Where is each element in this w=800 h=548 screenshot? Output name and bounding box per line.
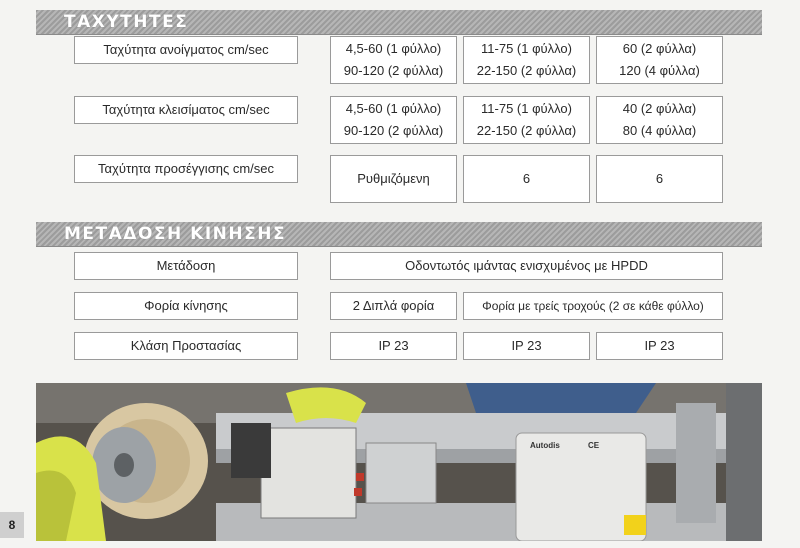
cell-approach-col1-value: Ρυθμιζόμενη bbox=[357, 171, 430, 186]
label-carriers bbox=[74, 292, 298, 320]
cell-transmission-text: Οδοντωτός ιμάντας ενισχυμένος με HPDD bbox=[405, 258, 648, 273]
cell-carriers-col23-text: Φορία με τρείς τροχούς (2 σε κάθε φύλλο) bbox=[482, 299, 704, 313]
cell-opening-col2 bbox=[463, 36, 590, 84]
cell-protection-col2 bbox=[463, 332, 590, 360]
device-ce-label: CE bbox=[588, 441, 600, 450]
section-header-speeds bbox=[36, 10, 762, 35]
cell-protection-col3 bbox=[596, 332, 723, 360]
cell-closing-col3 bbox=[596, 96, 723, 144]
cell-approach-col3 bbox=[596, 155, 723, 203]
cell-closing-col3-line2: 80 (4 φύλλα) bbox=[622, 123, 697, 138]
section-title-speeds: ΤΑΧΥΤΗΤΕΣ bbox=[64, 12, 189, 32]
section-title-motion: ΜΕΤΑΔΟΣΗ ΚΙΝΗΣΗΣ bbox=[64, 224, 287, 244]
label-opening-speed bbox=[74, 36, 298, 64]
device-brand-label: Autodis bbox=[530, 441, 560, 450]
cell-opening-col3-line1: 60 (2 φύλλα) bbox=[622, 41, 697, 56]
mechanism-photo bbox=[36, 383, 762, 541]
label-transmission bbox=[74, 252, 298, 280]
cell-protection-col1-text: IP 23 bbox=[378, 338, 409, 353]
cell-protection-col1 bbox=[330, 332, 457, 360]
label-approach-speed-text: Ταχύτητα προσέγγισης cm/sec bbox=[97, 161, 274, 176]
label-carriers-text: Φορία κίνησης bbox=[144, 298, 228, 313]
cell-opening-col3 bbox=[596, 36, 723, 84]
cell-protection-col3-text: IP 23 bbox=[644, 338, 675, 353]
label-closing-speed-text: Ταχύτητα κλεισίματος cm/sec bbox=[102, 102, 270, 117]
cell-closing-col1 bbox=[330, 96, 457, 144]
mechanism-illustration bbox=[36, 383, 762, 541]
cell-opening-col2-line2: 22-150 (2 φύλλα) bbox=[476, 63, 577, 78]
cell-approach-col2 bbox=[463, 155, 590, 203]
cell-approach-col3-value: 6 bbox=[655, 171, 664, 186]
cell-carriers-col1-text: 2 Διπλά φορία bbox=[352, 298, 435, 313]
cell-carriers-col23 bbox=[463, 292, 723, 320]
label-transmission-text: Μετάδοση bbox=[156, 258, 216, 273]
page-number: 8 bbox=[0, 512, 24, 538]
cell-closing-col2 bbox=[463, 96, 590, 144]
cell-closing-col2-line1: 11-75 (1 φύλλο) bbox=[481, 101, 572, 116]
cell-opening-col1-line1: 4,5-60 (1 φύλλο) bbox=[345, 41, 442, 56]
cell-carriers-col1 bbox=[330, 292, 457, 320]
cell-transmission-value bbox=[330, 252, 723, 280]
cell-closing-col1-line1: 4,5-60 (1 φύλλο) bbox=[345, 101, 442, 116]
label-approach-speed bbox=[74, 155, 298, 183]
label-closing-speed bbox=[74, 96, 298, 124]
cell-opening-col1-line2: 90-120 (2 φύλλα) bbox=[343, 63, 444, 78]
cell-closing-col3-line1: 40 (2 φύλλα) bbox=[622, 101, 697, 116]
section-header-motion bbox=[36, 222, 762, 247]
label-protection bbox=[74, 332, 298, 360]
cell-closing-col1-line2: 90-120 (2 φύλλα) bbox=[343, 123, 444, 138]
label-protection-text: Κλάση Προστασίας bbox=[130, 338, 242, 353]
label-opening-speed-text: Ταχύτητα ανοίγματος cm/sec bbox=[103, 42, 269, 57]
cell-approach-col2-value: 6 bbox=[522, 171, 531, 186]
cell-closing-col2-line2: 22-150 (2 φύλλα) bbox=[476, 123, 577, 138]
cell-approach-col1 bbox=[330, 155, 457, 203]
cell-opening-col3-line2: 120 (4 φύλλα) bbox=[619, 63, 700, 78]
cell-protection-col2-text: IP 23 bbox=[511, 338, 542, 353]
cell-opening-col1 bbox=[330, 36, 457, 84]
cell-opening-col2-line1: 11-75 (1 φύλλο) bbox=[481, 41, 572, 56]
